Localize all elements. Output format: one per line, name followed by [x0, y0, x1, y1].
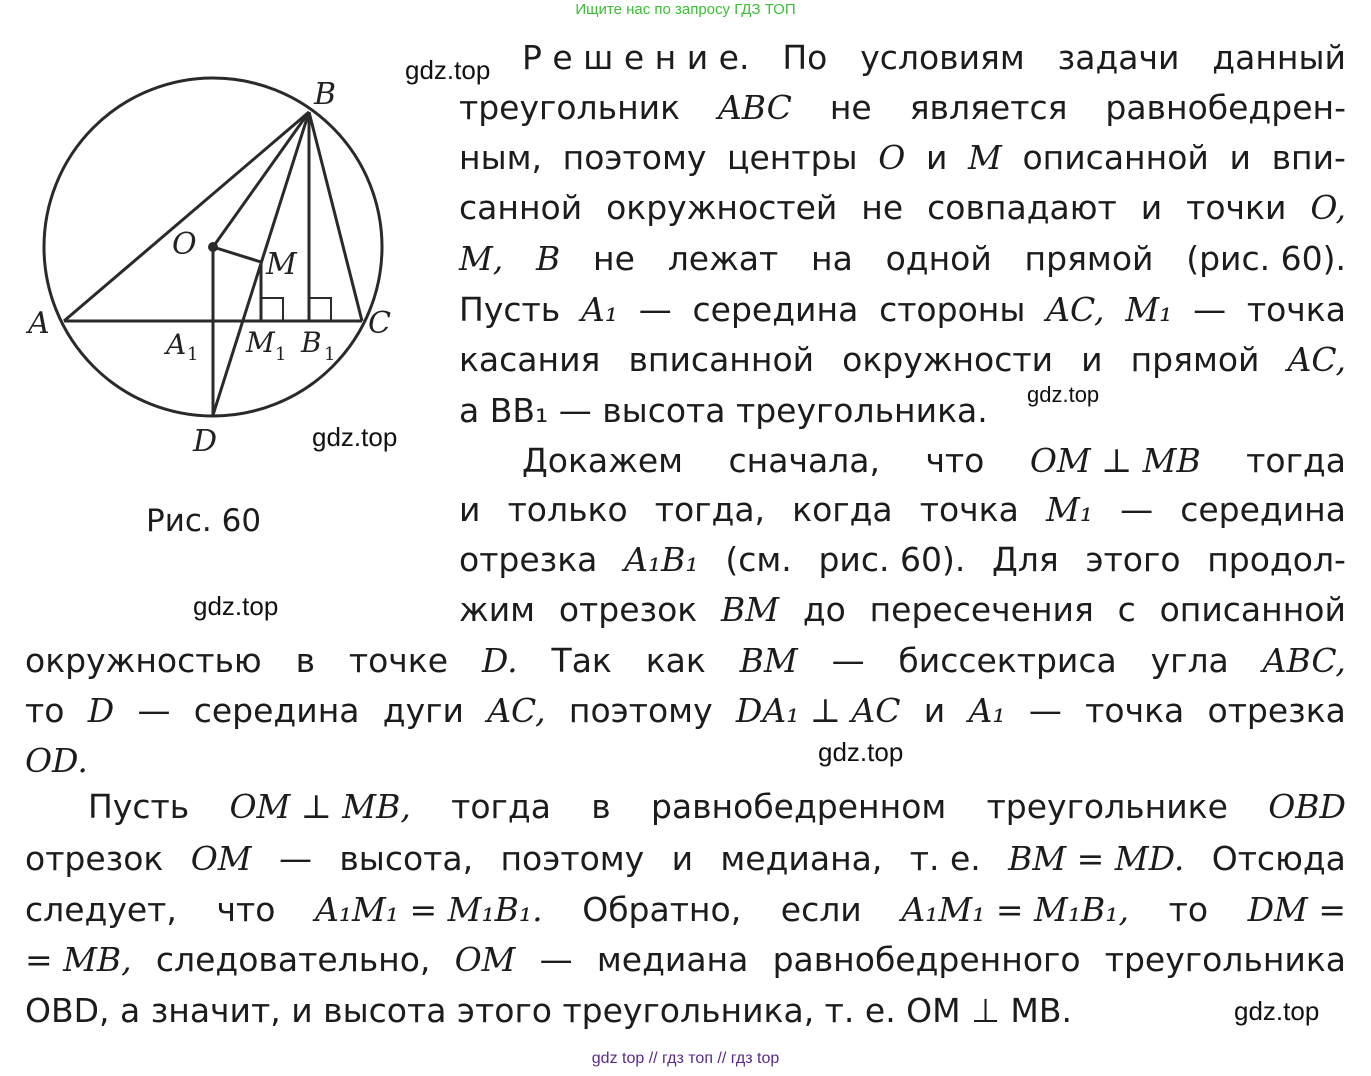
text-line-5: M, B не лежат на одной прямой (рис. 60).: [459, 239, 1346, 278]
text-line-10: и только тогда, когда точка M₁ — середина: [459, 490, 1346, 529]
text-line-17: отрезок OM — высота, поэтому и медиана, т. е. BM = MD. Отсюда: [25, 839, 1346, 878]
right-angle-b1: [309, 298, 331, 321]
text-line-4: санной окружностей не совпадают и точки O,: [459, 188, 1346, 227]
watermark: gdz.top: [1234, 996, 1320, 1026]
watermark: gdz.top: [193, 591, 279, 621]
label-m1-sub: 1: [275, 344, 287, 365]
text-line-3: ным, поэтому центры O и M описанной и впи-: [459, 138, 1346, 177]
text-line-16: Пусть OM ⊥ MB, тогда в равнобедренном треугольнике OBD: [88, 787, 1346, 826]
text-line-7: касания вписанной окружности и прямой AC,: [459, 340, 1346, 379]
text-line-12: жим отрезок BM до пересечения с описанной: [459, 590, 1346, 629]
text-line-11: отрезка A₁B₁ (см. рис. 60). Для этого продол-: [459, 540, 1346, 579]
text-line-14: то D — середина дуги AC, поэтому DA₁ ⊥ AC и A₁ — точка отрезка: [25, 691, 1346, 730]
watermark: gdz.top: [405, 55, 491, 85]
footer-links: gdz top // гдз топ // гдз top: [591, 1050, 780, 1067]
label-a1: A: [166, 328, 187, 361]
label-b1-sub: 1: [324, 344, 336, 365]
watermark: gdz.top: [1027, 382, 1100, 407]
side-ab: [64, 112, 309, 321]
text-line-8: а BB₁ — высота треугольника.: [459, 391, 988, 430]
text-line-13: окружностью в точке D. Так как BM — биссектриса угла ABC,: [25, 641, 1346, 680]
watermark: gdz.top: [312, 422, 398, 452]
watermark: gdz.top: [818, 737, 904, 767]
segment-ob: [213, 112, 309, 247]
label-c: C: [368, 306, 391, 341]
text-line-18: следует, что A₁M₁ = M₁B₁. Обратно, если A₁M₁ = M₁B₁, то DM =: [25, 890, 1346, 929]
label-m1: M: [246, 326, 275, 359]
text-line-2: треугольник ABC не является равнобедрен-: [459, 88, 1346, 127]
label-m: M: [266, 247, 297, 282]
text-line-1: Р е ш е н и е. По условиям задачи данный: [522, 38, 1346, 77]
label-a1-sub: 1: [187, 344, 199, 365]
text-line-20: OBD, а значит, и высота этого треугольника, т. е. OM ⊥ MB.: [25, 991, 1072, 1030]
center-o-dot: [208, 242, 218, 252]
label-o: O: [172, 227, 197, 262]
right-angle-m1: [261, 298, 283, 321]
text-line-15: OD.: [25, 741, 88, 780]
label-b: B: [314, 77, 337, 112]
label-a: A: [28, 306, 50, 341]
text-line-9: Докажем сначала, что OM ⊥ MB тогда: [522, 441, 1346, 480]
label-d: D: [193, 424, 218, 459]
label-b1: B: [301, 326, 322, 359]
text-line-19: = MB, следовательно, OM — медиана равнобедренного треугольника: [25, 940, 1346, 979]
top-banner: Ищите нас по запросу ГДЗ ТОП: [575, 1, 796, 18]
figure-caption: Рис. 60: [146, 503, 262, 539]
text-line-6: Пусть A₁ — середина стороны AC, M₁ — точка: [459, 290, 1346, 329]
side-bc: [309, 112, 362, 321]
segment-om: [213, 247, 261, 262]
